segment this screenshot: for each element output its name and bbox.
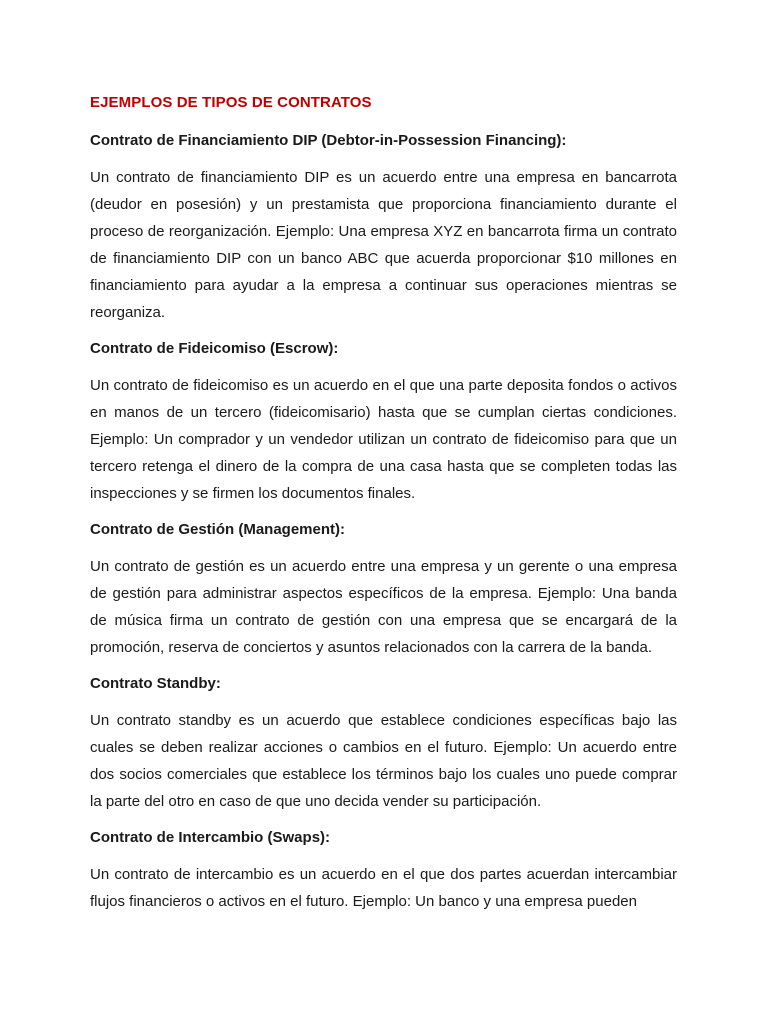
section-body-standby: Un contrato standby es un acuerdo que establece condiciones específicas bajo las cuales se deben realizar acciones o cambios en el futuro. Ejemplo: Un acuerdo entre dos socios comerciales que establece los términos bajo los cuales uno puede comprar la parte del otro en caso de que uno decida vender su participación. — [90, 712, 677, 810]
section-heading-escrow: Contrato de Fideicomiso (Escrow): — [90, 340, 339, 357]
section-heading-standby: Contrato Standby: — [90, 675, 221, 692]
section-body-management: Un contrato de gestión es un acuerdo entre una empresa y un gerente o una empresa de gestión para administrar aspectos específicos de la empresa. Ejemplo: Una banda de música firma un contrato de gestión con una empresa que se encargará de la promoción, reserva de conciertos y asuntos relacionados con la carrera de la banda. — [90, 558, 677, 656]
section-heading-management: Contrato de Gestión (Management): — [90, 521, 346, 538]
section-body-swaps: Un contrato de intercambio es un acuerdo en el que dos partes acuerdan intercambiar flujos financieros o activos en el futuro. Ejemplo: Un banco y una empresa pueden — [90, 866, 677, 910]
document-body — [90, 89, 677, 924]
document-title: EJEMPLOS DE TIPOS DE CONTRATOS — [90, 94, 372, 111]
section-body-dip: Un contrato de financiamiento DIP es un acuerdo entre una empresa en bancarrota (deudor en posesión) y un prestamista que proporciona financiamiento durante el proceso de reorganización. Ejemplo: Una empresa XYZ en bancarrota firma un contrato de financiamiento DIP con un banco ABC que acuerda proporcionar $10 millones en financiamiento para ayudar a la empresa a continuar sus operaciones mientras se reorganiza. — [90, 169, 677, 321]
section-heading-swaps: Contrato de Intercambio (Swaps): — [90, 829, 331, 846]
section-heading-dip: Contrato de Financiamiento DIP (Debtor-in-Possession Financing): — [90, 132, 567, 149]
section-body-escrow: Un contrato de fideicomiso es un acuerdo en el que una parte deposita fondos o activos en manos de un tercero (fideicomisario) hasta que se cumplan ciertas condiciones. Ejemplo: Un comprador y un vendedor utilizan un contrato de fideicomiso para que un tercero retenga el dinero de la compra de una casa hasta que se completen todas las inspecciones y se firmen los documentos finales. — [90, 377, 677, 502]
